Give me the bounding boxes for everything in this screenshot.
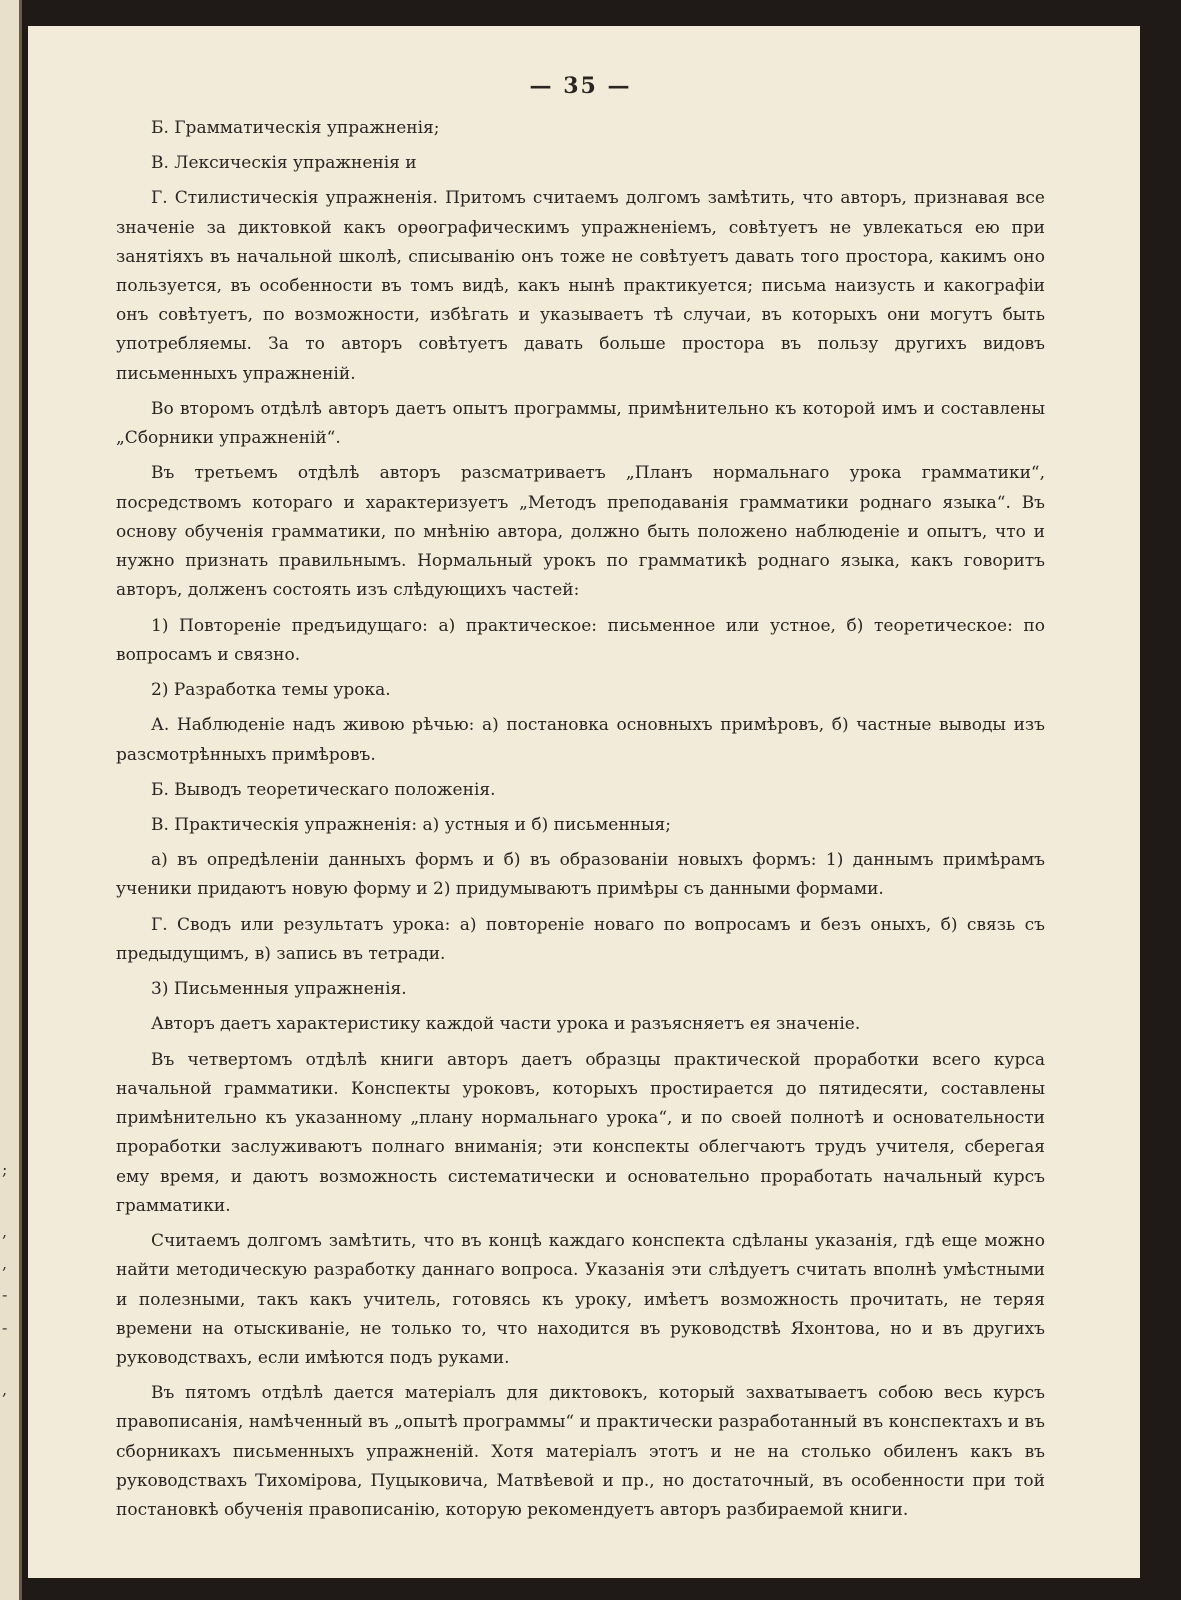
paragraph: В. Практическія упражненія: а) устныя и б) письменныя;	[151, 814, 671, 835]
paragraph: Во второмъ отдѣлѣ авторъ даетъ опытъ программы, примѣнительно къ которой имъ и составлены „Сборники упражненій“.	[116, 398, 1045, 449]
paragraph: Авторъ даетъ характеристику каждой части урока и разъясняетъ ея значеніе.	[151, 1014, 861, 1035]
paragraph: В. Лексическія упражненія и	[151, 153, 417, 174]
paragraph: а) въ опредѣленіи данныхъ формъ и б) въ образованіи новыхъ формъ: 1) даннымъ примѣрамъ ученики придаютъ новую форму и 2) придумываютъ примѣры съ данными формами.	[116, 850, 1045, 900]
paragraph: Г. Сводъ или результатъ урока: а) повтореніе новаго по вопросамъ и безъ оныхъ, б) связь съ предыдущимъ, в) запись въ тетради.	[116, 914, 1045, 964]
paragraph: 1) Повтореніе предъидущаго: а) практическое: письменное или устное, б) теоретическое: по вопросамъ и связно.	[116, 615, 1045, 665]
paragraph: А. Наблюденіе надъ живою рѣчью: а) постановка основныхъ примѣровъ, б) частные выводы изъ разсмотрѣнныхъ примѣровъ.	[116, 715, 1045, 765]
margin-mark: -	[2, 1285, 8, 1304]
page-number: — 35 —	[529, 73, 632, 99]
paragraph: Б. Грамматическія упражненія;	[151, 117, 440, 138]
margin-mark: -	[2, 1318, 8, 1337]
margin-mark: ,	[2, 1254, 8, 1273]
paragraph: Въ пятомъ отдѣлѣ дается матеріалъ для диктовокъ, который захватываетъ собою весь курсъ правописанія, намѣченный въ „опытѣ программы“ и практически разработанный въ конспектахъ и въ сборникахъ письменныхъ упражненій. Хотя матеріалъ этотъ и не на столько обиленъ какъ въ руководствахъ Тихомірова, Пуцыковича, Матвѣевой и пр., но достаточный, въ особенности при той постановкѣ обученія правописанію, которую рекомендуетъ авторъ разбираемой книги.	[116, 1383, 1045, 1521]
paragraph: 2) Разработка темы урока.	[151, 680, 391, 701]
margin-mark: ,	[2, 1222, 8, 1241]
paragraph: Въ четвертомъ отдѣлѣ книги авторъ даетъ образцы практической проработки всего курса начальной грамматики. Конспекты уроковъ, которыхъ простирается до пятидесяти, составлены примѣнительно къ указанному „плану нормальнаго урока“, и по своей полнотѣ и основательности проработки заслуживаютъ полнаго вниманія; эти конспекты облегчаютъ трудъ учителя, сберегая ему время, и даютъ возможность систематически и основательно проработать начальный курсъ грамматики.	[116, 1049, 1045, 1216]
paragraph: 3) Письменныя упражненія.	[151, 979, 407, 1000]
paragraph: Б. Выводъ теоретическаго положенія.	[151, 779, 496, 800]
paragraph: Считаемъ долгомъ замѣтить, что въ концѣ каждаго конспекта сдѣланы указанія, гдѣ еще можно найти методическую разработку даннаго вопроса. Указанія эти слѣдуетъ считать вполнѣ умѣстными и полезными, такъ какъ учитель, готовясь къ уроку, имѣетъ возможность прочитать, не теряя времени на отыскиваніе, не только то, что находится въ руководствѣ Яхонтова, но и въ другихъ руководствахъ, если имѣются подъ руками.	[116, 1231, 1045, 1368]
adjacent-page-edge	[0, 0, 22, 1600]
body-text	[116, 114, 1045, 1526]
margin-mark: ;	[2, 1160, 8, 1179]
paragraph: Г. Стилистическія упражненія. Притомъ считаемъ долгомъ замѣтить, что авторъ, признавая все значеніе за диктовкой какъ орѳографическимъ упражненіемъ, совѣтуетъ не увлекаться ею при занятіяхъ въ начальной школѣ, списыванію онъ тоже не совѣтуетъ давать того простора, какимъ оно пользуется, въ особенности въ томъ видѣ, какъ нынѣ практикуется; письма наизусть и какографіи онъ совѣтуетъ, по возможности, избѣгать и указываетъ тѣ случаи, въ которыхъ они могутъ быть употребляемы. За то авторъ совѣтуетъ давать больше простора въ пользу другихъ видовъ письменныхъ упражненій.	[116, 188, 1045, 384]
margin-mark: ,	[2, 1380, 8, 1399]
document-page	[28, 26, 1140, 1578]
paragraph: Въ третьемъ отдѣлѣ авторъ разсматриваетъ „Планъ нормальнаго урока грамматики“, посредствомъ котораго и характеризуетъ „Методъ преподаванія грамматики роднаго языка“. Въ основу обученія грамматики, по мнѣнію автора, должно быть положено наблюденіе и опытъ, что и нужно признать правильнымъ. Нормальный урокъ по грамматикѣ роднаго языка, какъ говоритъ авторъ, долженъ состоять изъ слѣдующихъ частей:	[116, 463, 1045, 601]
